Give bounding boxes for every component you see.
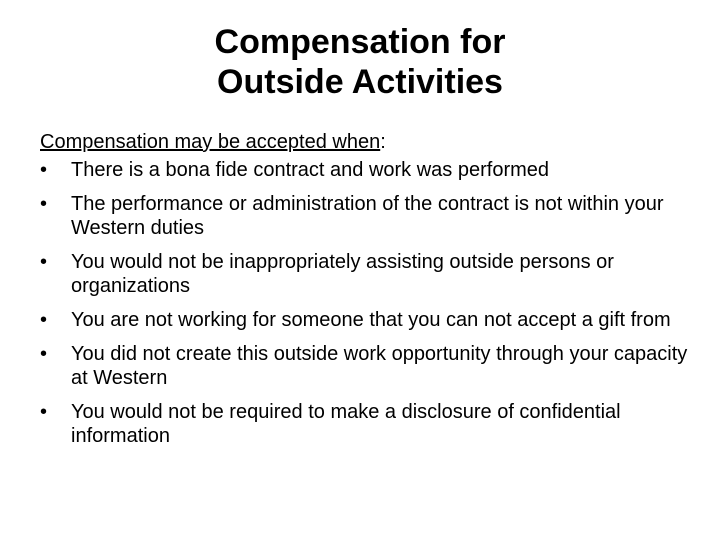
bullet-item <box>40 342 700 390</box>
bullet-text: The performance or administration of the contract is not within your Western duties <box>71 193 664 239</box>
bullet-symbol: • <box>40 159 48 181</box>
intro-colon: : <box>380 131 386 153</box>
bullet-item <box>40 192 700 240</box>
title-line-2: Outside Activities <box>217 63 503 101</box>
bullet-text: You would not be inappropriately assisting outside persons or organizations <box>71 251 614 297</box>
slide-body <box>40 130 700 458</box>
slide-title <box>0 22 720 102</box>
intro-underlined-text: Compensation may be accepted when <box>40 131 381 153</box>
bullet-item <box>40 250 700 298</box>
bullet-text: You did not create this outside work opportunity through your capacity at Western <box>71 343 688 389</box>
intro-text <box>40 130 700 154</box>
bullet-item <box>40 400 700 448</box>
bullet-list <box>40 158 700 448</box>
bullet-text: There is a bona fide contract and work was performed <box>71 159 550 181</box>
bullet-text: You are not working for someone that you can not accept a gift from <box>71 309 671 331</box>
bullet-symbol: • <box>40 309 48 331</box>
bullet-symbol: • <box>40 193 48 215</box>
bullet-symbol: • <box>40 251 48 273</box>
bullet-text: You would not be required to make a disclosure of confidential information <box>71 401 621 447</box>
title-line-1: Compensation for <box>214 23 506 61</box>
bullet-item <box>40 158 700 182</box>
bullet-symbol: • <box>40 401 48 423</box>
bullet-item <box>40 308 700 332</box>
bullet-symbol: • <box>40 343 48 365</box>
